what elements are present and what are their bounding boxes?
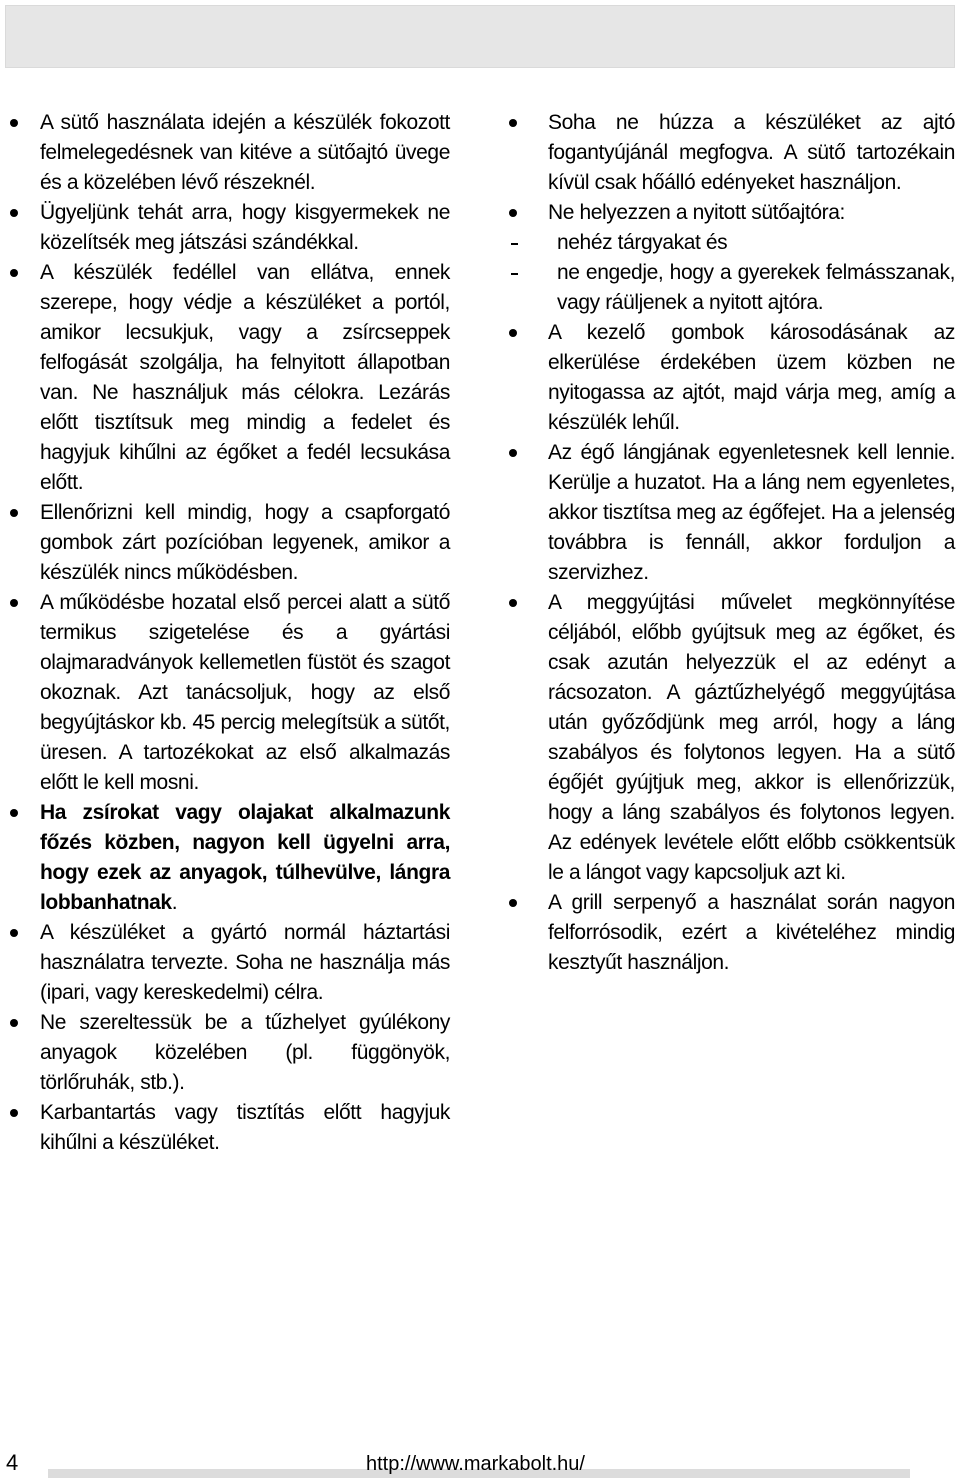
sub-list-item-text: nehéz tárgyakat és <box>557 231 728 254</box>
page-number: 4 <box>6 1450 19 1475</box>
list-item-text: Ellenőrizni kell mindig, hogy a csapforgató gombok zárt pozícióban legyenek, amikor a készülék nincs működésben. <box>40 501 450 584</box>
list-item-text: A grill serpenyő a használat során nagyon felforrósodik, ezért a kivételéhez mindig kesztyűt használjon. <box>548 891 955 974</box>
warning-text <box>40 798 450 918</box>
bullet-icon <box>509 209 517 217</box>
list-item <box>0 1098 450 1158</box>
left-column-list <box>0 108 450 1158</box>
bullet-icon <box>509 449 517 457</box>
bullet-icon <box>10 269 18 277</box>
right-column-list <box>500 108 955 978</box>
list-item <box>0 498 450 588</box>
list-item <box>0 1008 450 1098</box>
list-item <box>500 198 955 318</box>
bullet-icon <box>10 1109 18 1117</box>
list-item-text: Ügyeljünk tehát arra, hogy kisgyermekek ne közelítsék meg játszási szándékkal. <box>40 201 450 254</box>
bullet-icon <box>10 209 18 217</box>
bullet-icon <box>10 509 18 517</box>
list-item-text: A működésbe hozatal első percei alatt a sütő termikus szigetelése és a gyártási olajmaradványok kellemetlen füstöt és szagot okoznak. Azt tanácsoljuk, hogy az első begyújtáskor kb. 45 percig melegítsük a sütőt, üresen. A tartozékokat az első alkalmazás előtt le kell mosni. <box>40 591 450 794</box>
bullet-icon <box>10 809 18 817</box>
sub-list-item <box>548 258 955 318</box>
sub-list-item-text: ne engedje, hogy a gyerekek felmásszanak, vagy ráüljenek a nyitott ajtóra. <box>557 261 955 314</box>
bullet-icon <box>10 1019 18 1027</box>
list-item-text: Ne helyezzen a nyitott sütőajtóra: <box>548 201 845 224</box>
list-item-text: Ne szereltessük be a tűzhelyet gyúlékony anyagok közelében (pl. függönyök, törlőruhák, stb.). <box>40 1011 450 1094</box>
list-item-text: Soha ne húzza a készüléket az ajtó fogantyújánál megfogva. A sütő tartozékain kívül csak hőálló edényeket használjon. <box>548 111 955 194</box>
list-item-text: A meggyújtási művelet megkönnyítése céljából, előbb gyújtsuk meg az égőket, és csak azután helyezzük el az edényt a rácsozaton. A gáztűzhelyégő meggyújtása után győződjünk meg arról, hogy a láng szabályos és folytonos legyen. Ha a sütő égőjét gyújtjuk meg, akkor is ellenőrizzük, hogy a láng szabályos és folytonos legyen. Az edények levétele előtt előbb csökkentsük le a lángot vagy kapcsoljuk azt ki. <box>548 591 955 884</box>
list-item-text: A sütő használata idején a készülék fokozott felmelegedésnek van kitéve a sütőajtó üvege és a közelében lévő részeknél. <box>40 111 450 194</box>
bullet-icon <box>509 119 517 127</box>
warning-tail-text: . <box>171 891 178 914</box>
footer-url-link[interactable]: http://www.markabolt.hu/ <box>366 1453 585 1475</box>
sub-list <box>548 228 955 318</box>
list-item <box>500 888 955 978</box>
bullet-icon <box>10 599 18 607</box>
list-item <box>0 108 450 198</box>
sub-list-item <box>548 228 955 258</box>
bullet-icon <box>509 899 517 907</box>
warning-list-item <box>0 798 450 918</box>
list-item-text: Karbantartás vagy tisztítás előtt hagyjuk kihűlni a készüléket. <box>40 1101 450 1154</box>
list-item-text: A készüléket a gyártó normál háztartási használatra tervezte. Soha ne használja más (ipari, vagy kereskedelmi) célra. <box>40 921 450 1004</box>
list-item-text: A kezelő gombok károsodásának az elkerülése érdekében üzem közben ne nyitogassa az ajtót, majd várja meg, amíg a készülék lehűl. <box>548 321 955 434</box>
warning-bold-text: Ha zsírokat vagy olajakat alkalmazunk főzés közben, nagyon kell ügyelni arra, hogy ezek az anyagok, túlhevülve, lángra lobbanhatnak <box>40 801 450 914</box>
list-item <box>0 918 450 1008</box>
list-item-text: Az égő lángjának egyenletesnek kell lennie. Kerülje a huzatot. Ha a láng nem egyenletes, akkor tisztítsa meg az égőfejet. Ha a jelenség továbbra is fennáll, akkor forduljon a szervizhez. <box>548 441 955 584</box>
list-item <box>0 588 450 798</box>
list-item <box>500 438 955 588</box>
bullet-icon <box>10 119 18 127</box>
header-bar <box>5 5 955 68</box>
list-item-text: A készülék fedéllel van ellátva, ennek szerepe, hogy védje a készüléket a portól, amikor lecsukjuk, vagy a zsírcseppek felfogását szolgálja, ha felnyitott állapotban van. Ne használjuk más célokra. Lezárás előtt tisztítsuk meg mindig a fedelet és hagyjuk kihűlni az égőket a fedél lecsukása előtt. <box>40 261 450 494</box>
dash-icon <box>511 273 518 275</box>
bullet-icon <box>10 929 18 937</box>
list-item <box>500 588 955 888</box>
list-item <box>0 258 450 498</box>
bullet-icon <box>509 329 517 337</box>
list-item <box>500 318 955 438</box>
dash-icon <box>511 243 518 245</box>
bullet-icon <box>509 599 517 607</box>
list-item <box>500 108 955 198</box>
list-item <box>0 198 450 258</box>
